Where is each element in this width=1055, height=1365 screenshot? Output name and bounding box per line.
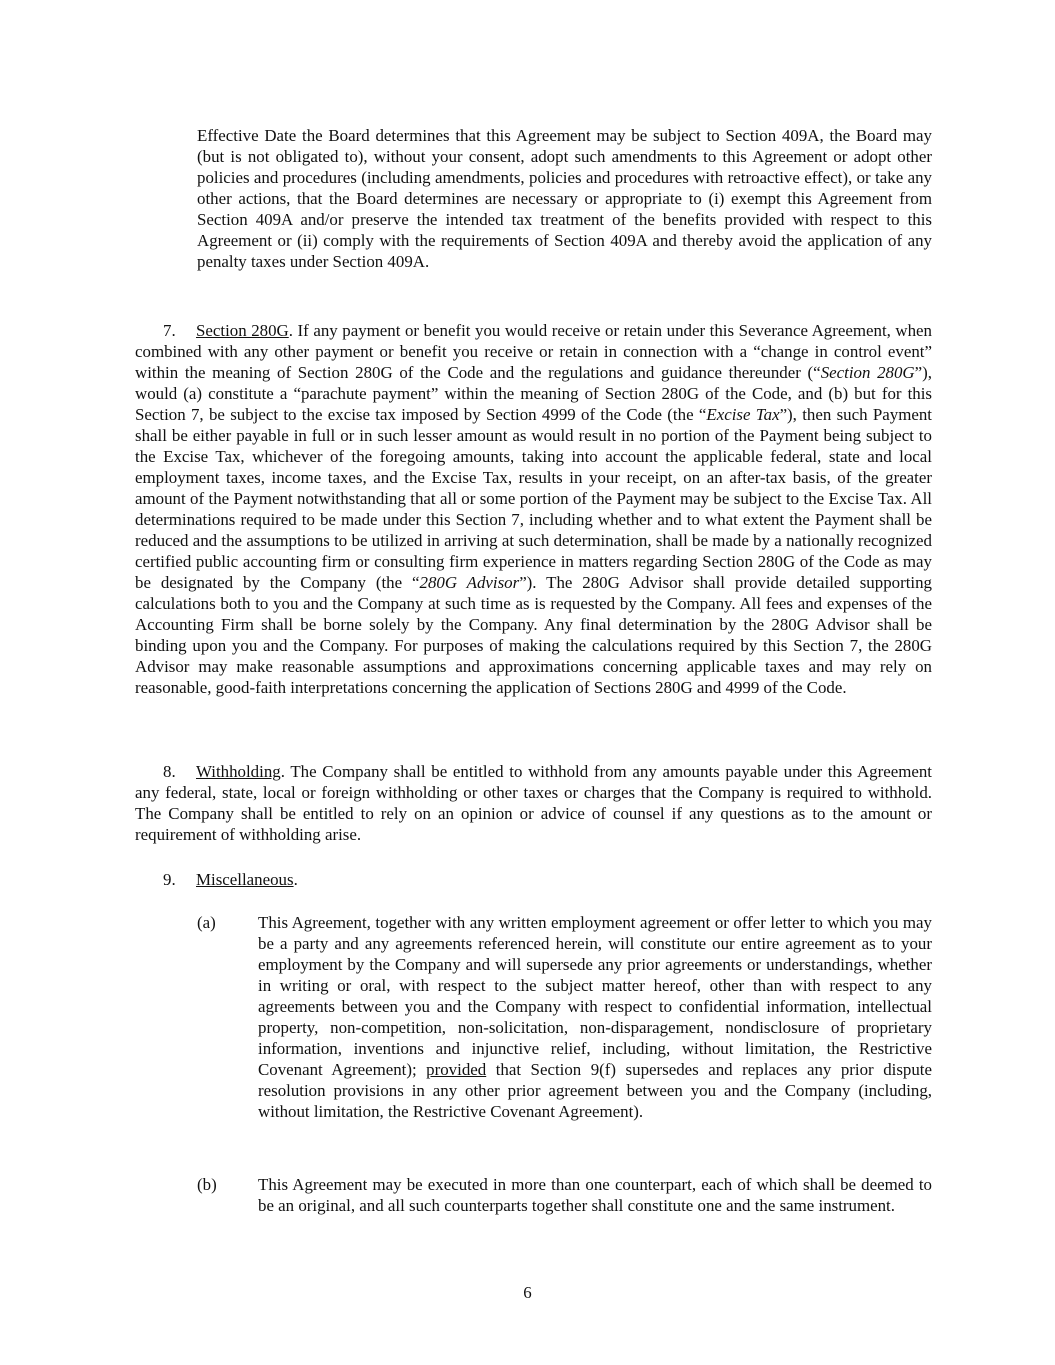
subsection-9a-text-part: that Section 9(f) supersedes and replaces any prior dispute resolution provisions in any other prior agreement between you and the Company (including, without limitation, the Restrictive Covenant Agreement).: [258, 1060, 932, 1121]
section-9-number: 9.: [163, 870, 176, 889]
section-7-heading: Section 280G: [196, 321, 289, 340]
defined-term-section-280g: Section 280G: [820, 363, 915, 382]
section-9-heading: Miscellaneous: [196, 870, 294, 889]
subsection-9a-label: (a): [197, 913, 216, 932]
section-7-number: 7.: [163, 321, 176, 340]
section-8-paragraph: [135, 761, 932, 845]
proviso-provided: provided: [426, 1060, 487, 1079]
section-8-text: . The Company shall be entitled to withhold from any amounts payable under this Agreement any federal, state, local or foreign withholding or other taxes or charges that the Company is required to withhold. The Company shall be entitled to rely on an opinion or advice of counsel if any questions as to the amount or requirement of withholding arise.: [135, 762, 932, 844]
section-9-heading-line: [135, 869, 932, 890]
subsection-9b: [197, 1174, 932, 1216]
defined-term-excise-tax: Excise Tax: [706, 405, 780, 424]
subsection-9b-label: (b): [197, 1175, 217, 1194]
section-7-text: ”), then such Payment shall be either payable in full or in such lesser amount as would result in no portion of the Payment being subject to the Excise Tax, whichever of the foregoing amounts, taking into account the applicable federal, state and local employment taxes, income taxes, and the Excise Tax, results in your receipt, on an after-tax basis, of the greater amount of the Payment notwithstanding that all or some portion of the Payment may be subject to the Excise Tax. All determinations required to be made under this Section 7, including whether and to what extent the Payment shall be reduced and the assumptions to be utilized in arriving at such determination, shall be made by a nationally recognized certified public accounting firm or consulting firm experience in matters regarding Section 280G of the Code as may be designated by the Company (the “: [135, 405, 932, 592]
page-number: 6: [523, 1283, 532, 1302]
section-9-period: .: [293, 870, 298, 889]
section-6-continuation: Effective Date the Board determines that this Agreement may be subject to Section 409A, the Board may (but is not obligated to), without your consent, adopt such amendments to this Agreement or adopt other policies and procedures (including amendments, policies and procedures with retroactive effect), or take any other actions, that the Board determines are necessary or appropriate to (i) exempt this Agreement from Section 409A and/or preserve the intended tax treatment of the benefits provided with respect to this Agreement or (ii) comply with the requirements of Section 409A and thereby avoid the application of any penalty taxes under Section 409A.: [197, 126, 932, 271]
subsection-9a: [197, 912, 932, 1122]
section-7-text: ”). The 280G Advisor shall provide detailed supporting calculations both to you and the Company at such time as is requested by the Company. All fees and expenses of the Accounting Firm shall be borne solely by the Company. Any final determination by the 280G Advisor shall be binding upon you and the Company. For purposes of making the calculations required by this Section 7, the 280G Advisor may make reasonable assumptions and approximations concerning applicable taxes and may rely on reasonable, good-faith interpretations concerning the application of Sections 280G and 4999 of the Code.: [135, 573, 932, 697]
subsection-9a-text-part: This Agreement, together with any written employment agreement or offer letter to which you may be a party and any agreements referenced herein, will constitute our entire agreement as to your employment by the Company and will supersede any prior agreements or understandings, whether in writing or oral, with respect to the subject matter hereof, other than with respect to any agreements between you and the Company with respect to confidential information, intellectual property, non-competition, non-solicitation, non-disparagement, nondisclosure of proprietary information, inventions and injunctive relief, including, without limitation, the Restrictive Covenant Agreement);: [258, 913, 932, 1079]
section-8-heading: Withholding: [196, 762, 281, 781]
section-7-text: . If any payment or benefit you would receive or retain under this Severance Agreement, when combined with any other payment or benefit you receive or retain in connection with a “change in control event” within the meaning of Section 280G of the Code and the regulations and guidance thereunder (“: [135, 321, 932, 382]
subsection-9b-text: This Agreement may be executed in more than one counterpart, each of which shall be deemed to be an original, and all such counterparts together shall constitute one and the same instrument.: [258, 1175, 932, 1215]
defined-term-280g-advisor: 280G Advisor: [419, 573, 520, 592]
subsection-9a-text: [258, 912, 932, 1122]
section-7-paragraph: [135, 320, 932, 698]
section-7-text: ”), would (a) constitute a “parachute payment” within the meaning of Section 280G of the Code, and (b) but for this Section 7, be subject to the excise tax imposed by Section 4999 of the Code (the “: [135, 363, 932, 424]
section-8-number: 8.: [163, 762, 176, 781]
